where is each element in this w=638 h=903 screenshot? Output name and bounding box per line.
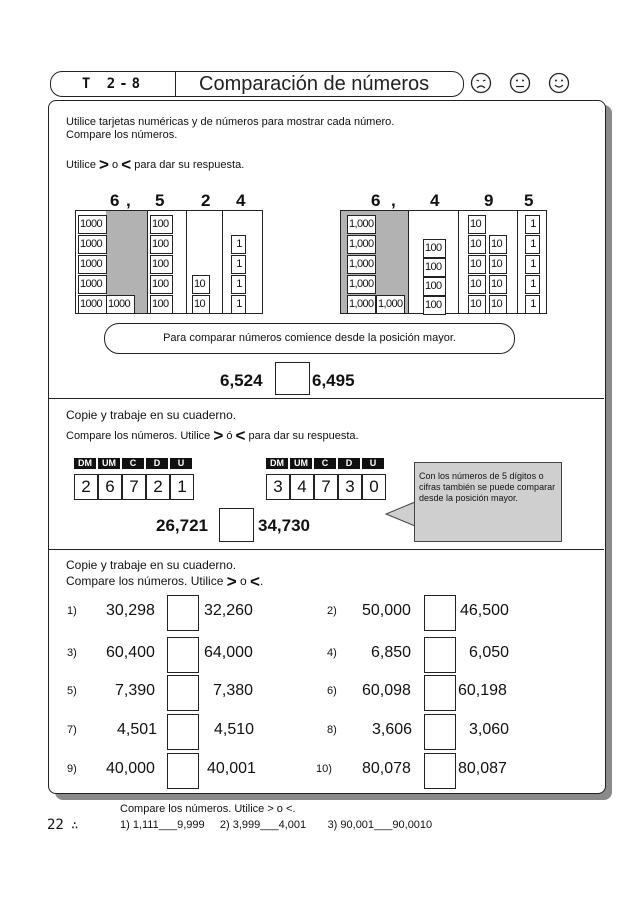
place-header: D	[146, 458, 168, 469]
exercise-number-a: 60,400	[106, 644, 155, 661]
ten-chip: 10	[468, 295, 486, 314]
instruction-line: Utilice tarjetas numéricas y de números para mostrar cada número.	[66, 116, 395, 128]
header-bar	[50, 71, 464, 97]
answer-box[interactable]	[424, 714, 456, 750]
page-title: Comparación de números	[199, 73, 430, 95]
place-digit: 1	[170, 474, 194, 500]
place-header: DM	[74, 458, 96, 469]
section-divider	[49, 549, 604, 550]
footer-item: 2) 3,999___4,001	[219, 819, 307, 831]
thousand-chip: 1000	[106, 295, 135, 314]
place-header: D	[338, 458, 360, 469]
digit: 9	[484, 191, 494, 210]
exercise-number-a: 30,298	[106, 602, 155, 619]
one-chip: 1	[231, 275, 246, 294]
digit: 4	[236, 191, 246, 210]
symbol-instruction: Utilice > o < para dar su respuesta.	[66, 155, 245, 174]
number-cards-6524	[75, 210, 263, 314]
exercise-label: 2)	[327, 605, 337, 617]
hundred-chip: 100	[150, 215, 173, 234]
ten-chip: 10	[192, 295, 210, 314]
place-digit: 2	[146, 474, 170, 500]
place-header: UM	[98, 458, 120, 469]
answer-box[interactable]	[167, 675, 199, 711]
ten-chip: 10	[489, 295, 507, 314]
place-digit: 0	[362, 474, 386, 500]
hundred-chip: 100	[150, 295, 173, 314]
greater-than-icon: >	[226, 572, 237, 591]
one-chip: 1	[525, 235, 540, 254]
thousand-chip: 1000	[78, 255, 107, 274]
exercise-number-a: 7,390	[115, 682, 156, 699]
ten-chip: 10	[489, 235, 507, 254]
exercise-label: 7)	[67, 724, 77, 736]
exercise-number-b: 4,510	[214, 721, 255, 738]
exercise-label: 5)	[67, 685, 77, 697]
neutral-face-icon	[509, 72, 531, 94]
exercise-number-b: 6,050	[469, 644, 510, 661]
less-than-icon: <	[250, 572, 260, 591]
ten-chip: 10	[468, 275, 486, 294]
place-header: C	[314, 458, 336, 469]
hundred-chip: 100	[423, 296, 446, 315]
footer-item: 3) 90,001___90,0010	[327, 819, 433, 831]
digit: 5	[524, 191, 534, 210]
one-chip: 1	[525, 275, 540, 294]
thousand-chip: 1000	[78, 235, 107, 254]
exercise-number-a: 60,098	[362, 682, 411, 699]
place-header: U	[362, 458, 384, 469]
card-divider	[408, 211, 409, 313]
one-chip: 1	[525, 255, 540, 274]
ten-chip: 10	[468, 215, 486, 234]
one-chip: 1	[525, 295, 540, 314]
answer-box[interactable]	[167, 637, 199, 673]
card-divider	[147, 211, 148, 313]
exercise-number-b: 32,260	[204, 602, 253, 619]
callout-pointer	[384, 500, 418, 528]
one-chip: 1	[231, 295, 246, 314]
one-chip: 1	[231, 235, 246, 254]
exercise-number-a: 80,078	[362, 760, 411, 777]
thousand-chip: 1,000	[347, 295, 376, 314]
footer-instruction: Compare los números. Utilice > o <.	[120, 803, 296, 815]
happy-face-icon	[548, 72, 570, 94]
exercise-number-a: 4,501	[117, 721, 158, 738]
exercise-label: 1)	[67, 605, 77, 617]
thousand-chip: 1,000	[347, 275, 376, 294]
greater-than-icon: >	[99, 155, 109, 174]
exercise-number-a: 3,606	[372, 721, 413, 738]
symbol-instruction: Compare los números. Utilice > o <.	[66, 572, 264, 591]
instruction-line: Copie y trabaje en su cuaderno.	[66, 408, 237, 422]
symbol-instruction: Compare los números. Utilice > ó < para dar su respuesta.	[66, 426, 359, 445]
sad-face-icon	[470, 72, 492, 94]
exercise-label: 9)	[67, 763, 77, 775]
instruction-line: Copie y trabaje en su cuaderno.	[66, 558, 237, 572]
exercise-number-b: 60,198	[458, 682, 507, 699]
compare-left-number: 6,524	[220, 371, 263, 390]
page-number: 22 ∴	[47, 817, 79, 833]
exercise-number-b: 40,001	[207, 760, 256, 777]
answer-box[interactable]	[167, 595, 199, 631]
hint-callout: Con los números de 5 dígitos o cifras también se puede comparar desde la posición mayor.	[414, 462, 562, 542]
thousand-chip: 1,000	[376, 295, 405, 314]
compare-right-number: 6,495	[312, 371, 355, 390]
less-than-icon: <	[235, 426, 246, 445]
thousand-chip: 1000	[78, 295, 107, 314]
one-chip: 1	[231, 255, 246, 274]
compare-left-number: 26,721	[156, 516, 208, 535]
answer-box[interactable]	[275, 362, 310, 395]
place-header: DM	[266, 458, 288, 469]
thousand-chip: 1000	[78, 275, 107, 294]
less-than-icon: <	[121, 155, 132, 174]
place-digit: 2	[74, 474, 98, 500]
place-digit: 7	[314, 474, 338, 500]
dots-icon: ∴	[63, 818, 79, 832]
lesson-code: T 2-8	[51, 72, 176, 96]
exercise-number-a: 6,850	[371, 644, 412, 661]
place-digit: 3	[266, 474, 290, 500]
exercise-label: 3)	[67, 647, 77, 659]
digit: 6	[110, 191, 120, 210]
answer-box[interactable]	[219, 508, 254, 542]
exercise-label: 6)	[327, 685, 337, 697]
answer-box[interactable]	[167, 753, 199, 789]
exercise-number-b: 3,060	[469, 721, 510, 738]
digit: 4	[430, 191, 440, 210]
hundred-chip: 100	[423, 239, 446, 258]
ten-chip: 10	[192, 275, 210, 294]
ten-chip: 10	[468, 255, 486, 274]
thousand-chip: 1000	[78, 215, 107, 234]
ten-chip: 10	[489, 255, 507, 274]
section-divider	[49, 398, 604, 399]
answer-box[interactable]	[424, 637, 456, 673]
exercise-number-b: 46,500	[460, 602, 509, 619]
hundred-chip: 100	[150, 255, 173, 274]
digit: ,	[391, 191, 396, 210]
hundred-chip: 100	[150, 235, 173, 254]
card-divider	[517, 211, 518, 313]
one-chip: 1	[525, 215, 540, 234]
footer-item: 1) 1,111___9,999	[120, 819, 205, 831]
exercise-number-a: 40,000	[106, 760, 155, 777]
exercise-number-b: 64,000	[204, 644, 253, 661]
hint-note: Para comparar números comience desde la posición mayor.	[104, 323, 515, 354]
footer-exercises	[120, 819, 432, 831]
answer-box[interactable]	[424, 753, 456, 789]
exercise-number-b: 7,380	[213, 682, 254, 699]
hundred-chip: 100	[423, 277, 446, 296]
ten-chip: 10	[468, 235, 486, 254]
answer-box[interactable]	[424, 595, 456, 631]
digit: 6	[371, 191, 381, 210]
hundred-chip: 100	[423, 258, 446, 277]
digit: 2	[201, 191, 211, 210]
ten-chip: 10	[489, 275, 507, 294]
exercise-label: 8)	[327, 724, 337, 736]
instruction-line: Compare los números.	[66, 129, 178, 141]
place-digit: 7	[122, 474, 146, 500]
place-digit: 3	[338, 474, 362, 500]
exercise-number-a: 50,000	[362, 602, 411, 619]
place-header: C	[122, 458, 144, 469]
place-digit: 6	[98, 474, 122, 500]
exercise-label: 4)	[327, 647, 337, 659]
thousand-chip: 1,000	[347, 235, 376, 254]
exercise-number-b: 80,087	[458, 760, 507, 777]
greater-than-icon: >	[213, 426, 224, 445]
thousand-chip: 1,000	[347, 215, 376, 234]
hundred-chip: 100	[150, 275, 173, 294]
digit: ,	[126, 191, 131, 210]
exercise-label: 10)	[316, 763, 332, 775]
place-header: UM	[290, 458, 312, 469]
card-divider	[186, 211, 187, 313]
answer-box[interactable]	[167, 714, 199, 750]
place-header: U	[170, 458, 192, 469]
thousand-chip: 1,000	[347, 255, 376, 274]
number-cards-6495	[340, 210, 547, 314]
digit: 5	[155, 191, 165, 210]
place-digit: 4	[290, 474, 314, 500]
compare-right-number: 34,730	[258, 516, 310, 535]
answer-box[interactable]	[424, 675, 456, 711]
card-divider	[222, 211, 223, 313]
card-divider	[458, 211, 459, 313]
